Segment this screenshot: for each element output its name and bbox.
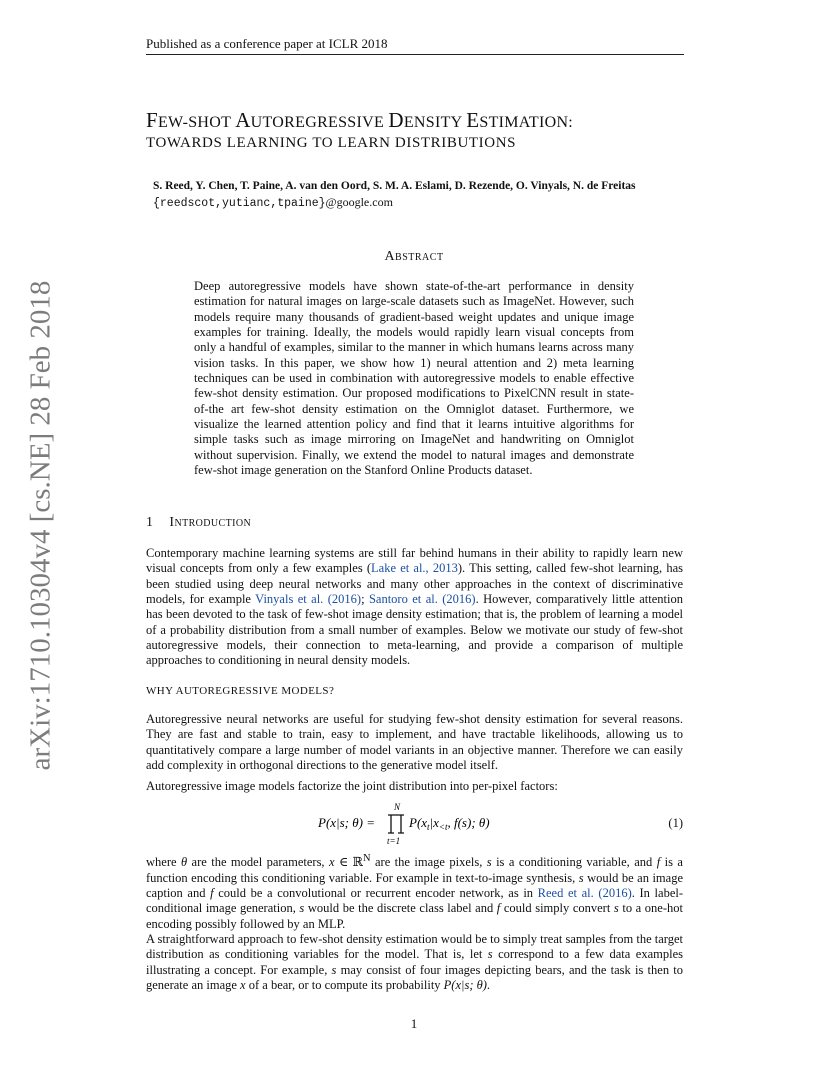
page-number: 1: [410, 1016, 418, 1031]
citation-reed-2016[interactable]: Reed et al. (2016): [537, 885, 632, 900]
equation-number: (1): [668, 816, 683, 830]
product-lower-limit: t=1: [387, 836, 401, 846]
equation-1: [146, 800, 683, 848]
arxiv-identifier: arXiv:1710.10304v4 [cs.NE] 28 Feb 2018: [24, 280, 57, 770]
paragraph-parameters: where θ are the model parameters, x ∈ ℝ$^N$ are the image pixels, s is a conditioning variable, and f is a function encoding this conditioning variable. For example in text-to-image synthesis, s would be an image caption and f could be a convolutional or recurrent encoder network, as in Reed et al. (2016). In label-conditional image generation, s would be the discrete class label and f could simply convert s to a one-hot encoding possibly followed by an MLP.: [146, 853, 684, 931]
paper-title: FEW-SHOT AUTOREGRESSIVE DENSITY ESTIMATION:: [146, 108, 574, 132]
citation-vinyals-2016[interactable]: Vinyals et al. (2016): [255, 592, 362, 607]
running-header: Published as a conference paper at ICLR 2018: [146, 36, 388, 51]
email-domain: @google.com: [325, 195, 393, 209]
citation-santoro-2016[interactable]: Santoro et al. (2016): [368, 592, 476, 607]
arxiv-sidebar: [22, 280, 60, 770]
author-emails: [153, 195, 393, 210]
abstract-body: Deep autoregressive models have shown state-of-the-art performance in density estimation for natural images on large-scale datasets such as ImageNet. However, such models require many thousands of gradient-based weight updates and unique image examples for training. Ideally, the models would rapidly learn visual concepts from only a handful of examples, similar to the manner in which humans learns across many vision tasks. In this paper, we show how 1) neural attention and 2) meta learning techniques can be used in combination with autoregressive models to enable effective few-shot density estimation. Our proposed modifications to PixelCNN result in state-of-the art few-shot density estimation on the Omniglot dataset. Furthermore, we visualize the learned attention policy and find that it learns intuitive algorithms for simple tasks such as image mirroring on ImageNet and handwriting on Omniglot without supervision. Finally, we extend the model to natural images and demonstrate few-shot image generation on the Stanford Online Products dataset.: [194, 279, 634, 478]
product-upper-limit: N: [394, 802, 401, 812]
section-heading-introduction: [146, 515, 251, 531]
header-rule: [146, 54, 684, 55]
author-list: S. Reed, Y. Chen, T. Paine, A. van den Oord, S. M. A. Eslami, D. Rezende, O. Vinyals, N. de Freitas: [153, 180, 636, 192]
subsection-heading: WHY AUTOREGRESSIVE MODELS?: [146, 685, 335, 697]
section-number: 1: [146, 515, 154, 530]
equation-graphic: [146, 800, 666, 848]
citation-lake-2013[interactable]: Lake et al., 2013: [371, 561, 458, 576]
equation-lhs: P(x|s; θ) =: [318, 815, 375, 830]
intro-paragraph-1: Contemporary machine learning systems are still far behind humans in their ability to rapidly learn new visual concepts from only a few examples (Lake et al., 2013). This setting, called few-shot learning, has been studied using deep neural networks and many other approaches in the context of discriminative models, for example Vinyals et al. (2016); Santoro et al. (2016). However, comparatively little attention has been devoted to the task of few-shot image density estimation; that is, the problem of learning a model of a probability distribution from a small number of examples. Below we motivate our study of few-shot autoregressive models, their connection to meta-learning, and provide a comparison of multiple approaches to conditioning in neural density models.: [146, 546, 684, 668]
section-title: Introduction: [169, 515, 252, 530]
email-usernames: {reedscot,yutianc,tpaine}: [153, 197, 326, 210]
paper-subtitle: TOWARDS LEARNING TO LEARN DISTRIBUTIONS: [146, 135, 517, 151]
equation-rhs: $P(x_t|x_{<t}$, f(s); θ): [409, 815, 490, 832]
product-symbol: [388, 815, 404, 833]
paragraph-factorize: Autoregressive image models factorize the joint distribution into per-pixel factors:: [146, 779, 558, 793]
paragraph-few-shot: A straightforward approach to few-shot density estimation would be to simply treat samples from the target distribution as conditioning variables for the model. That is, let s correspond to a few data examples illustrating a concept. For example, s may consist of four images depicting bears, and the task is then to generate an image x of a bear, or to compute its probability P(x|s; θ).: [146, 932, 683, 993]
abstract-heading: Abstract: [384, 249, 444, 264]
paragraph-autoregressive: Autoregressive neural networks are useful for studying few-shot density estimation for several reasons. They are fast and stable to train, easy to implement, and have tractable likelihoods, allowing us to quantitatively compare a large number of model variants in an objective manner. Therefore we can easily add complexity in orthogonal directions to the generative model itself.: [146, 712, 683, 773]
